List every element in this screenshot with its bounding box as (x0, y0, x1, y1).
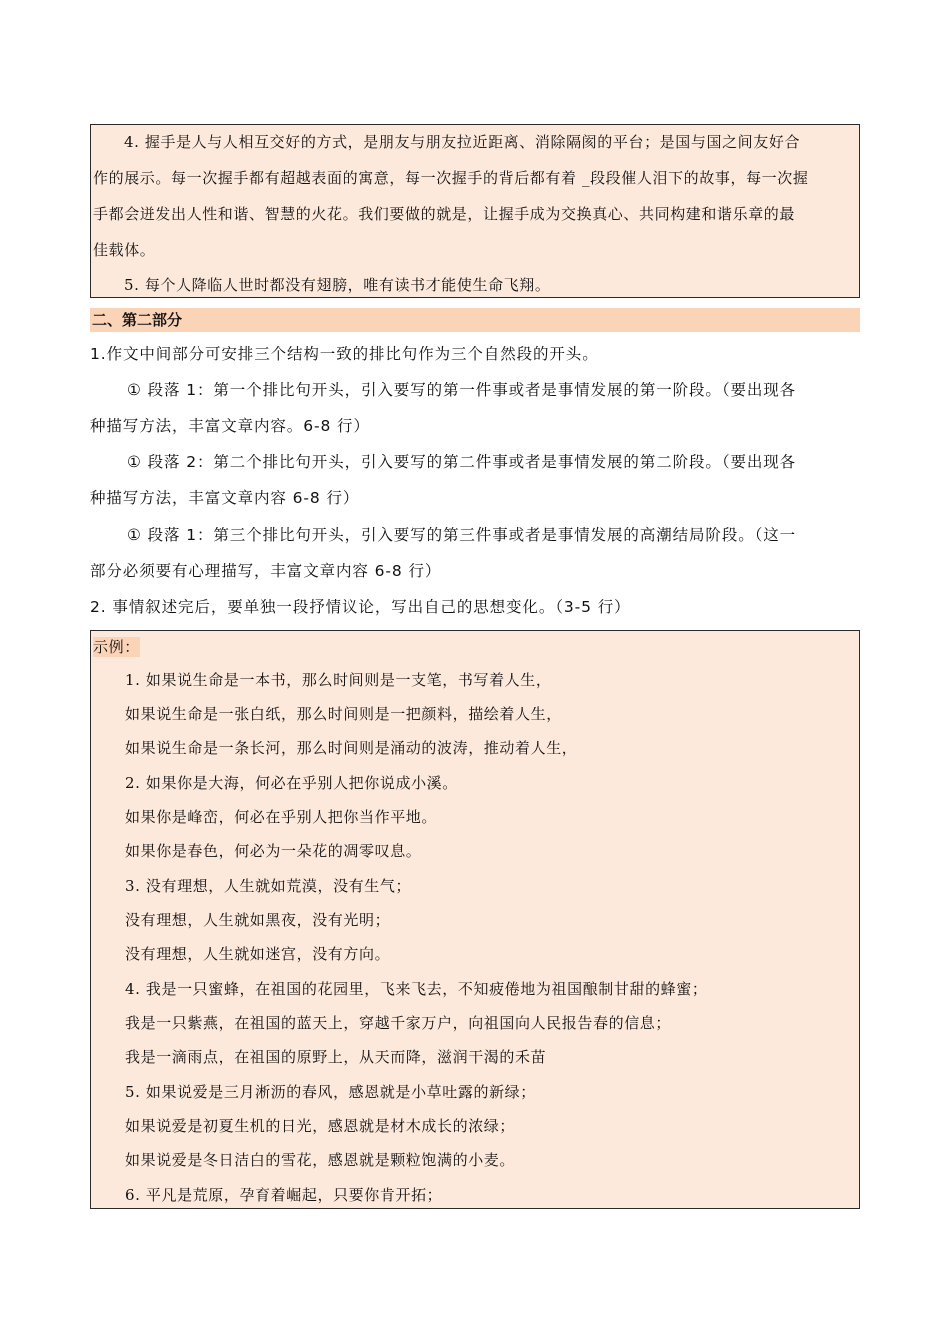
body-paragraph: 2. 事情叙述完后，要单独一段抒情议论，写出自己的思想变化。（3-5 行） (90, 598, 631, 616)
example-line: 如果说爱是冬日洁白的雪花，感恩就是颗粒饱满的小麦。 (125, 1151, 516, 1169)
example-line: 如果你是峰峦，何必在乎别人把你当作平地。 (125, 808, 438, 826)
example-box-top (90, 124, 860, 298)
example-line: 2. 如果你是大海，何必在乎别人把你说成小溪。 (125, 774, 458, 792)
box1-line: 手都会迸发出人性和谐、智慧的火花。我们要做的就是，让握手成为交换真心、共同构建和谐乐章的最 (93, 205, 796, 223)
example-line: 6. 平凡是荒原，孕育着崛起，只要你肯开拓； (125, 1186, 443, 1204)
example-line: 没有理想，人生就如黑夜，没有光明； (125, 911, 391, 929)
example-line: 如果说爱是初夏生机的日光，感恩就是材木成长的浓绿； (125, 1117, 516, 1135)
example-label: 示例： (93, 638, 140, 656)
body-paragraph: 1.作文中间部分可安排三个结构一致的排比句作为三个自然段的开头。 (90, 345, 599, 363)
body-paragraph: 种描写方法，丰富文章内容。6-8 行） (90, 417, 370, 435)
example-line: 5. 如果说爱是三月淅沥的春风，感恩就是小草吐露的新绿； (125, 1083, 536, 1101)
body-paragraph: ① 段落 2：第二个排比句开头，引入要写的第二件事或者是事情发展的第二阶段。（要出现各 (127, 453, 797, 471)
body-paragraph: 部分必须要有心理描写，丰富文章内容 6-8 行） (90, 562, 442, 580)
example-line: 我是一滴雨点，在祖国的原野上，从天而降，滋润干渴的禾苗 (125, 1048, 547, 1066)
example-line: 如果说生命是一条长河，那么时间则是涌动的波涛，推动着人生， (125, 739, 578, 757)
box1-line: 佳载体。 (93, 241, 156, 259)
example-line: 1. 如果说生命是一本书，那么时间则是一支笔，书写着人生， (125, 671, 552, 689)
box1-line: 作的展示。每一次握手都有超越表面的寓意，每一次握手的背后都有着 _段段催人泪下的故事，每一次握 (93, 169, 809, 187)
example-line: 4. 我是一只蜜蜂，在祖国的花园里，飞来飞去，不知疲倦地为祖国酿制甘甜的蜂蜜； (125, 980, 708, 998)
example-box-bottom (90, 630, 860, 1209)
example-line: 如果说生命是一张白纸，那么时间则是一把颜料，描绘着人生， (125, 705, 562, 723)
example-line: 3. 没有理想，人生就如荒漠，没有生气； (125, 877, 412, 895)
example-line: 我是一只紫燕，在祖国的蓝天上，穿越千家万户，向祖国向人民报告春的信息； (125, 1014, 672, 1032)
body-paragraph: ① 段落 1：第三个排比句开头，引入要写的第三件事或者是事情发展的高潮结局阶段。（这一 (127, 526, 797, 544)
section-title: 二、第二部分 (92, 311, 183, 329)
box1-line: 5. 每个人降临人世时都没有翅膀，唯有读书才能使生命飞翔。 (124, 276, 551, 294)
body-paragraph: 种描写方法，丰富文章内容 6-8 行） (90, 489, 360, 507)
box1-line: 4. 握手是人与人相互交好的方式，是朋友与朋友拉近距离、消除隔阂的平台；是国与国之间友好合 (124, 133, 801, 151)
example-line: 没有理想，人生就如迷宫，没有方向。 (125, 945, 391, 963)
example-line: 如果你是春色，何必为一朵花的凋零叹息。 (125, 842, 422, 860)
body-paragraph: ① 段落 1：第一个排比句开头，引入要写的第一件事或者是事情发展的第一阶段。（要出现各 (127, 381, 797, 399)
section-heading-bar (90, 308, 860, 332)
